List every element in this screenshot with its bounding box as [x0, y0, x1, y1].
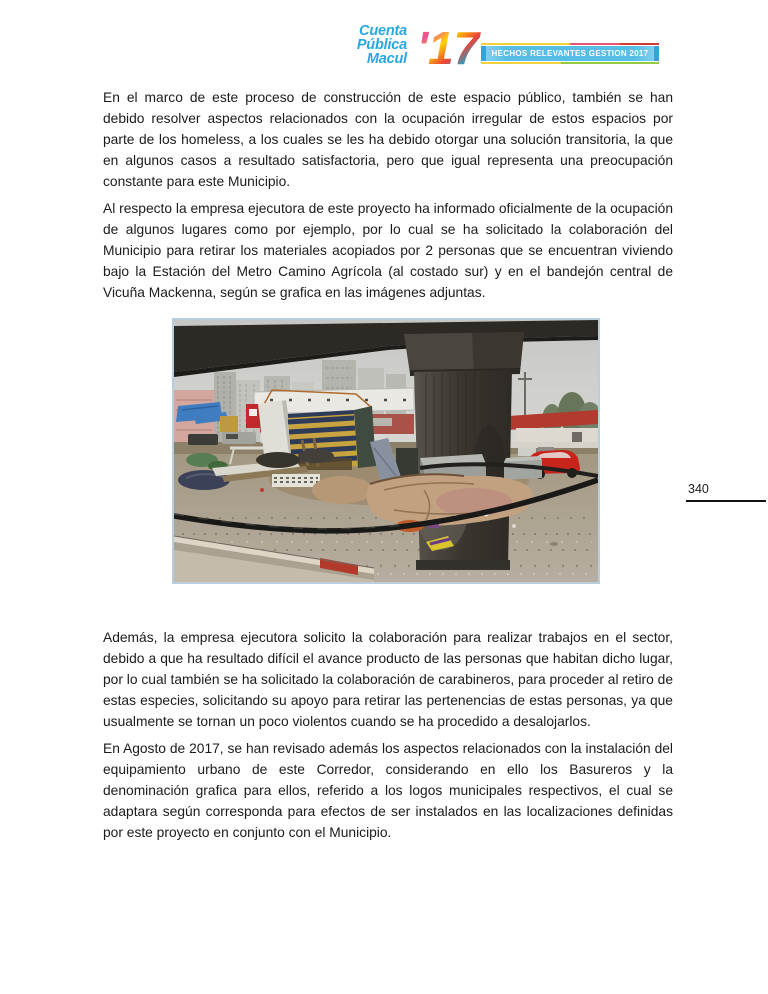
banner-label: HECHOS RELEVANTES GESTION 2017	[491, 49, 649, 58]
logo-line-publica: Pública	[356, 36, 407, 53]
viaduct-pillar	[404, 332, 524, 570]
logo-line-cuenta: Cuenta	[359, 23, 407, 39]
banner-bottom-stripe	[481, 62, 659, 64]
hechos-relevantes-banner	[481, 43, 659, 64]
logo-line-macul: Macul	[366, 50, 407, 67]
paragraph-carabineros: Además, la empresa ejecutora solicito la colaboración para realizar trabajos en el sector, debido a que ha resultado difícil el avance producto de las personas que habitan dicho lugar, por lo cual también se ha solicitado la colaboración de carabineros, para proceder al retiro de estas especies, solicitando su apoyo para retirar las pertenencias de estas personas, ya que usualmente se tornan un poco violentos cuando se ha procedido a desalojarlos.	[103, 630, 673, 729]
banner-bar	[481, 46, 659, 61]
paragraph-ocupacion-irregular: En el marco de este proceso de construcción de este espacio público, también se han debido resolver aspectos relacionados con la ocupación irregular de estos espacios por parte de los homeless, a los cuales se les ha debido otorgar una solución transitoria, la que en algunos casos a resultado satisfactoria, pero que igual representa una preocupación constante para este Municipio.	[103, 90, 673, 189]
paragraph-equipamiento-urbano: En Agosto de 2017, se han revisado además los aspectos relacionados con la instalación del equipamiento urbano de este Corredor, considerando en ello los Basureros y la denominación grafica para ellos, referido a los logos municipales respectivos, el cual se adaptara según corresponda para efectos de ser instalados en las localizaciones definidas por este proyecto en conjunto con el Municipio.	[103, 741, 673, 840]
photo-illustration	[174, 320, 598, 582]
paragraph-empresa-ejecutora: Al respecto la empresa ejecutora de este proyecto ha informado oficialmente de la ocupación de algunos lugares como por ejemplo, por lo cual se ha solicitado la colaboración del Municipio para retirar los materiales acopiados por 2 personas que se encuentran viviendo bajo la Estación del Metro Camino Agrícola (al costado sur) y en el bandejón central de Vicuña Mackenna, según se grafica en las imágenes adjuntas.	[103, 201, 673, 300]
banner-top-stripe	[481, 43, 659, 45]
logo-year-text: '17	[417, 22, 480, 74]
cuenta-publica-macul-wordmark	[305, 25, 407, 66]
page-number-rule	[686, 500, 766, 502]
page-number: 340	[688, 482, 709, 496]
logo-year-17-mosaic	[414, 18, 482, 74]
figure-homeless-encampment-photo	[172, 318, 600, 584]
